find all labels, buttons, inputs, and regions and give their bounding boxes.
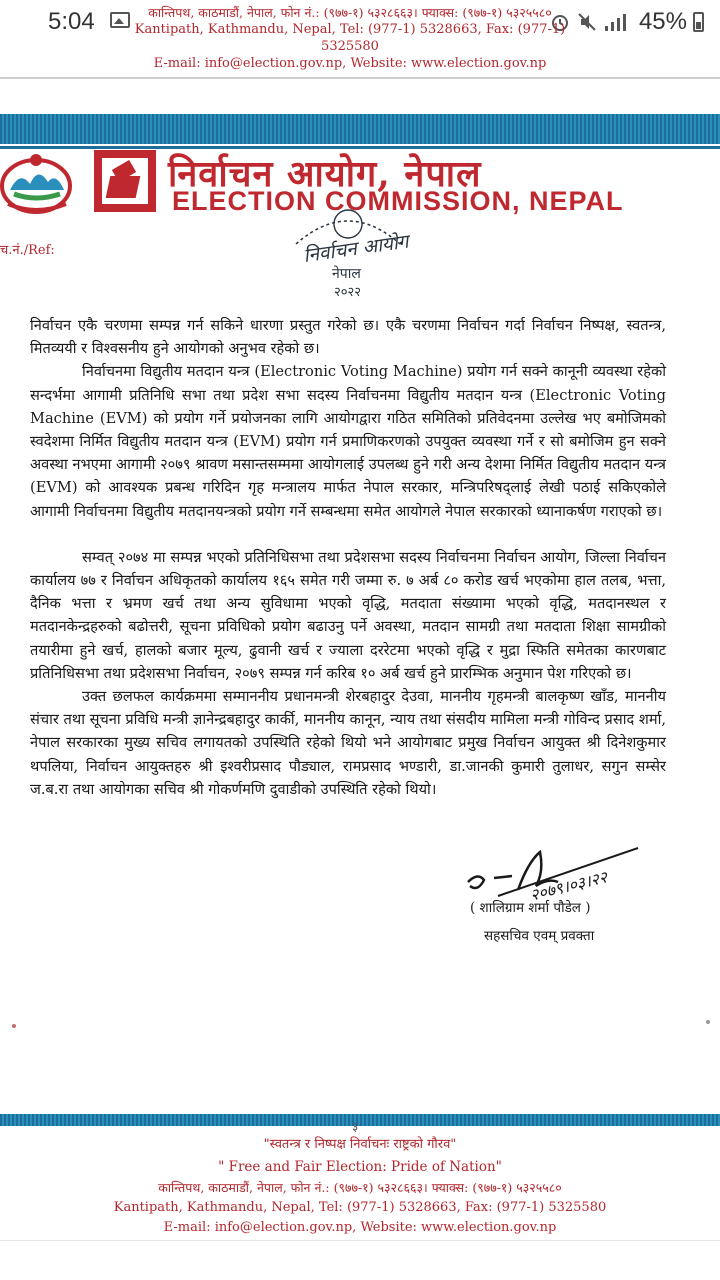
page-number: ३ <box>352 1120 359 1134</box>
footer-bottom-line <box>0 1240 720 1241</box>
seal-line3: २०२२ <box>334 285 362 300</box>
signatory-name: ( शालिग्राम शर्मा पौडेल ) <box>470 900 591 916</box>
gallery-notification-icon <box>110 12 130 28</box>
footer-slogan-en: " Free and Fair Election: Pride of Nation" <box>218 1159 502 1175</box>
nepal-emblem-icon <box>0 150 76 216</box>
seal-line1: निर्वाचन आयोग <box>302 230 410 268</box>
official-seal-stamp <box>286 198 410 302</box>
top-contact-np: कान्तिपथ, काठमाडौं, नेपाल, फोन नं.: (९७७-१) ५३२८६६३। फ्याक्स: (९७७-१) ५३२५५८० <box>148 5 552 20</box>
top-contact-strip <box>130 4 570 72</box>
letterhead-title-np: निर्वाचन आयोग, नेपाल <box>168 153 482 195</box>
status-time: 5:04 <box>48 8 95 35</box>
top-divider <box>0 77 720 79</box>
battery-icon <box>693 12 704 32</box>
body-paragraph-4: उक्त छलफल कार्यक्रममा सम्माननीय प्रधानमन्त्री शेरबहादुर देउवा, माननीय गृहमन्त्री बालकृष्ण खाँड, माननीय संचार तथा सूचना प्रविधि मन्त्री ज्ञानेन्द्रबहादुर कार्की, माननीय कानून, न्याय तथा संसदीय मामिला मन्त्री गोविन्द प्रसाद शर्मा, नेपाल सरकारका मुख्य सचिव लगायतको उपस्थिति रहेको थियो भने आयोगबाट प्रमुख निर्वाचन आयुक्त श्री दिनेशकुमार थपलिया, निर्वाचन आयुक्तहरु श्री इश्वरीप्रसाद पौड्याल, रामप्रसाद भण्डारी, डा.जानकी कुमारी तुलाधर, सगुन सम्सेर ज.ब.रा तथा आयोगका सचिव श्री गोकर्णमणि दुवाडीको उपस्थिति रहेको थियो। <box>30 688 666 798</box>
footer <box>0 1134 720 1238</box>
top-email: E-mail: info@election.gov.np, Website: www.election.gov.np <box>153 56 547 71</box>
signature-date: २०७९।०३।२२ <box>528 867 610 905</box>
letterhead-blue-band <box>0 114 720 144</box>
reference-label: च.नं./Ref: <box>0 243 55 258</box>
body-paragraph-2: निर्वाचनमा विद्युतीय मतदान यन्त्र (Electronic Voting Machine) प्रयोग गर्न सक्ने कानूनी व्यवस्था रहेको सन्दर्भमा आगामी प्रतिनिधि सभा तथा प्रदेश सभा सदस्य निर्वाचनमा विद्युतीय मतदान यन्त्र (Electronic Voting Machine (EVM) को प्रयोग गर्ने प्रयोजनका लागि आयोगद्वारा गठित समितिको प्रतिवेदनमा उल्लेख भए बमोजिमको स्वदेशमा निर्मित विद्युतीय मतदान यन्त्र (EVM) प्रयोग गर्न प्रमाणिकरणको उपयुक्त व्यवस्था गर्ने र सो बमोजिम हुन सक्ने अवस्था नभएमा आगामी २०७९ श्रावण मसान्तसम्ममा आयोगलाई उपलब्ध हुने गरी अन्य देशमा निर्मित विद्युतीय मतदान यन्त्र (EVM) को आवश्यक प्रबन्ध गरिदिन गृह मन्त्रालय मार्फत नेपाल सरकार, मन्त्रिपरिषद्लाई लेखी पठाई सकिएकोले आगामी निर्वाचनमा विद्युतीय मतदानयन्त्रको प्रयोग गर्ने सम्बन्धमा समेत आयोगले नेपाल सरकारको ध्यानाकर्षण गराएको छ। <box>30 363 666 520</box>
scan-speck <box>12 1024 16 1028</box>
signal-icon <box>603 12 633 32</box>
body-paragraph-3: सम्वत् २०७४ मा सम्पन्न भएको प्रतिनिधिसभा तथा प्रदेशसभा सदस्य निर्वाचनमा निर्वाचन आयोग, जिल्ला निर्वाचन कार्यालय ७७ र निर्वाचन अधिकृतको कार्यालय १६५ समेत गरी जम्मा रु. ७ अर्ब ८० करोड खर्च भएकोमा हाल तलब, भत्ता, दैनिक भत्ता र भ्रमण खर्च तथा अन्य सुविधामा भएको वृद्धि, मतदाता संख्यामा भएको वृद्धि, मतदानस्थल र मतदानकेन्द्रहरुको बढोत्तरी, सूचना प्रविधिको प्रयोग बढाउनु पर्ने अवस्था, मतदान सामग्री तथा मतदाता शिक्षा सामग्रीको तयारीमा हुने खर्च, हालको बजार मूल्य, ढुवानी खर्च र ज्याला दररेटमा भएको वृद्धि र मुद्रा स्फिति समेतका कारणबाट प्रतिनिधिसभा तथा प्रदेशसभा निर्वाचन, २०७९ सम्पन्न गर्न करिब १० अर्ब खर्च हुने प्रारम्भिक अनुमान पेश गरिएको छ। <box>30 548 666 682</box>
battery-percentage: 45% <box>638 8 687 35</box>
election-commission-logo-icon <box>94 150 156 212</box>
mute-icon <box>577 12 597 32</box>
footer-contact-en: Kantipath, Kathmandu, Nepal, Tel: (977-1) 5328663, Fax: (977-1) 5325580 <box>113 1200 607 1215</box>
scan-speck <box>706 1020 710 1024</box>
body-paragraph-1: निर्वाचन एकै चरणमा सम्पन्न गर्न सकिने धारणा प्रस्तुत गरेको छ। एकै चरणमा निर्वाचन गर्दा निर्वाचन निष्पक्ष, स्वतन्त्र, मितव्ययी र विश्वसनीय हुने आयोगको अनुभव रहेको छ। <box>30 317 666 358</box>
letterhead-title-en: ELECTION COMMISSION, NEPAL <box>172 186 624 216</box>
top-contact-en: Kantipath, Kathmandu, Nepal, Tel: (977-1) 5328663, Fax: (977-1) 5325580 <box>134 22 566 54</box>
footer-contact-np: कान्तिपथ, काठमाडौं, नेपाल, फोन नं.: (९७७-१) ५३२८६६३। फ्याक्स: (९७७-१) ५३२५५८० <box>158 1180 562 1195</box>
footer-blue-band <box>0 1114 720 1126</box>
signatory-title: सहसचिव एवम् प्रवक्ता <box>484 928 595 944</box>
seal-line2: नेपाल <box>332 266 361 282</box>
footer-email: E-mail: info@election.gov.np, Website: www.election.gov.np <box>163 1220 557 1235</box>
document-body <box>30 314 666 801</box>
status-right-group <box>549 8 704 36</box>
footer-slogan-np: "स्वतन्त्र र निष्पक्ष निर्वाचनः राष्ट्रको गौरव" <box>263 1137 457 1152</box>
